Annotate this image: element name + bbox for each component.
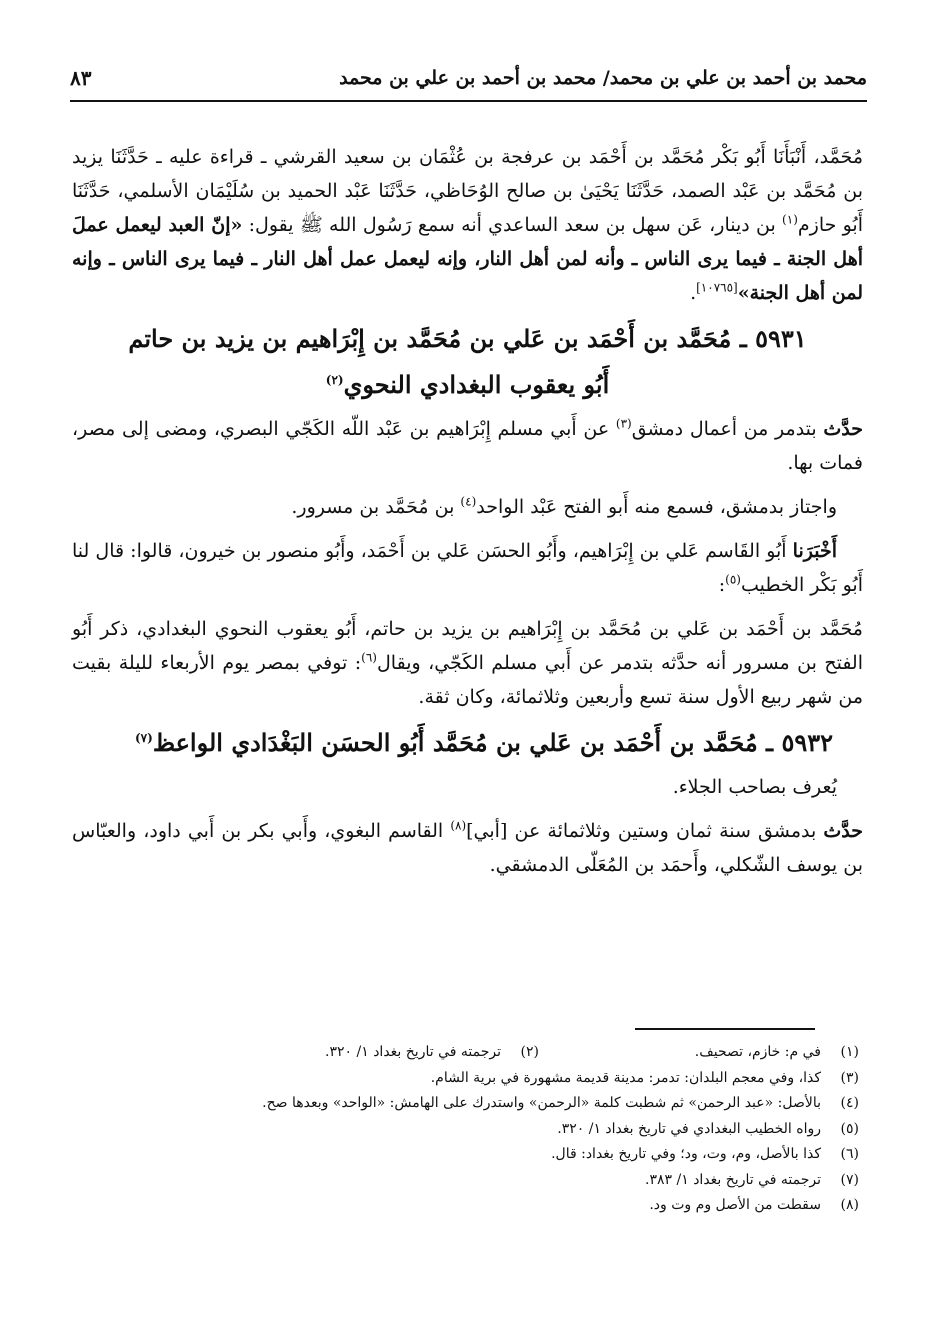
running-title: محمد بن أحمد بن علي بن محمد/ محمد بن أحمد بن علي بن محمد (339, 67, 867, 89)
footnote-5: (٥) رواه الخطيب البغدادي في تاريخ بغداد ١/ ٣٢٠. (557, 1120, 859, 1137)
entry-5932-paragraph-1: يُعرف بصاحب الجلاء. (672, 776, 837, 798)
footnote-7: (٧) ترجمته في تاريخ بغداد ١/ ٣٨٣. (645, 1171, 859, 1188)
intro-paragraph: مُحَمَّد، أَنْبَأَنَا أَبُو بَكْر مُحَمَّد بن أَحْمَد بن عرفجة بن عُثْمَان بن سعيد القرشي ـ قراءة عليه ـ حَدَّثَنَا يزيد بن مُحَمَّد بن عَبْد الصمد، حَدَّثَنَا يَحْيَىٰ بن صالح الوُحَاظي، حَدَّثَنَا عَبْد الحميد بن سُلَيْمَان الأسلمي، حَدَّثَنَا أَبُو حازم$^{(١)}$ بن دينار، عَن سهل بن سعد الساعدي أنه سمع رَسُول الله ﷺ يقول: «إنّ العبد ليعمل عملَ أهل الجنة ـ فيما يرى الناس ـ وأنه لمن أهل النار، وإنه ليعمل عمل أهل النار ـ فيما يرى الناس ـ وإنه لمن أهل الجنة»[١٠٧٦٥]. (72, 146, 864, 304)
footnote-1: (١) في م: خازم، تصحيف. (694, 1044, 859, 1060)
footnote-row (120, 1040, 859, 1066)
entry-5932-title: ٥٩٣٢ ـ مُحَمَّد بن أَحْمَد بن عَلي بن مُحَمَّد أَبُو الحسَن البَغْدَادي الواعظ$^{(٧)}$ (134, 728, 833, 757)
footnote-3: (٣) كذا، وفي معجم البلدان: تدمر: مدينة قديمة مشهورة في برية الشام. (430, 1069, 859, 1086)
entry-5932-paragraph-2: حدَّث بدمشق سنة ثمان وستين وثلاثمائة عن [أبي]$^{(٨)}$ القاسم البغوي، وأَبي بكر بن أَبي داود، والعبّاس بن يوسف الشّكلي، وأَحمَد بن المُعَلّى الدمشقي. (72, 818, 863, 876)
entry-5931-paragraph-4: مُحَمَّد بن أَحْمَد بن عَلي بن مُحَمَّد بن إِبْرَاهيم بن يزيد بن حاتم، أَبُو يعقوب النحوي البغدادي، ذكر أَبُو الفتح بن مسرور أنه حدَّثه بتدمر عن أَبي مسلم الكَجّي، ويقال$^{(٦)}$: توفي بمصر يوم الأربعاء لليلة بقيت من شهر ربيع الأول سنة تسع وأربعين وثلاثمائة، وكان ثقة. (72, 618, 863, 708)
entry-5931-paragraph-3: أَخْبَرَنا أَبُو القَاسم عَلي بن إِبْرَاهيم، وأَبُو الحسَن عَلي بن أَحْمَد، وأَبُو منصور بن خيرون، قالوا: قال لنا أَبُو بَكْر الخطيب$^{(٥)}$: (72, 540, 863, 596)
footnote-6: (٦) كذا بالأصل، وم، وت، ود؛ وفي تاريخ بغداد: قال. (551, 1146, 859, 1162)
footnote-4: (٤) بالأصل: «عبد الرحمن» ثم شطبت كلمة «الرحمن» واستدرك على الهامش: «الواحد» وبعدها صح. (262, 1095, 859, 1111)
footnote-rule (635, 1028, 815, 1030)
entry-5931-title: ٥٩٣١ ـ مُحَمَّد بن أَحْمَد بن عَلي بن مُحَمَّد بن إِبْرَاهيم بن يزيد بن حاتم أَبُو يعقوب البغدادي النحوي$^{(٢)}$ (128, 324, 807, 399)
running-header (70, 58, 867, 98)
footnote-2: (٢) ترجمته في تاريخ بغداد ١/ ٣٢٠. (325, 1044, 539, 1060)
entry-5931-paragraph-2: واجتاز بدمشق، فسمع منه أَبو الفتح عَبْد الواحد$^{(٤)}$ بن مُحَمَّد بن مسرور. (291, 494, 837, 518)
header-rule (70, 100, 867, 102)
page-number: ٨٣ (70, 66, 92, 90)
hadith-text: «إنّ العبد ليعمل عملَ أهل الجنة ـ فيما يرى الناس ـ وأنه لمن أهل النار، وإنه ليعمل عمل أهل النار ـ فيما يرى الناس ـ وإنه لمن أهل الجنة» (72, 214, 863, 304)
main-text (72, 140, 863, 882)
entry-5931-paragraph-1: حدَّث بتدمر من أعمال دمشق$^{(٣)}$ عن أَبي مسلم إِبْرَاهيم بن عَبْد اللّه الكَجّي البصري، ومضى إلى مصر، فمات بها. (72, 416, 863, 474)
footnotes (120, 1040, 859, 1219)
footnote-8: (٨) سقطت من الأصل وم وت ود. (649, 1197, 859, 1213)
